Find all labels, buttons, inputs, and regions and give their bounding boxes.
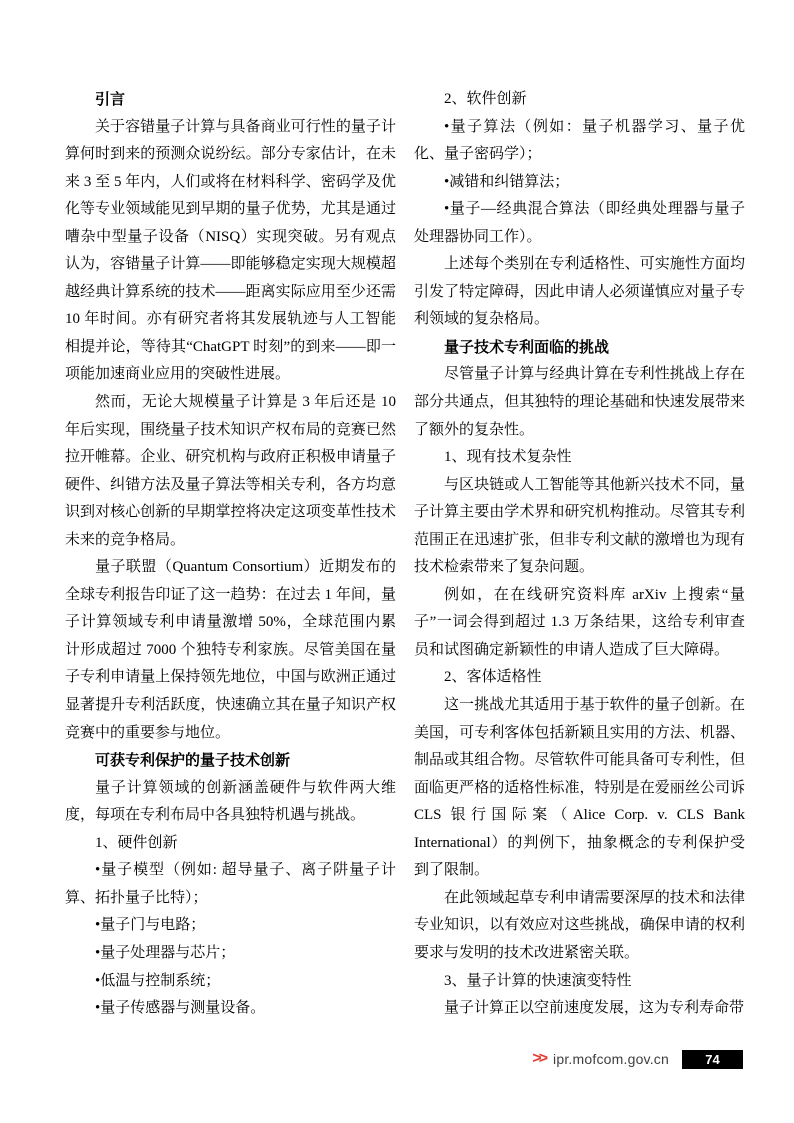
paragraph: 然而，无论大规模量子计算是 3 年后还是 10 年后实现，围绕量子技术知识产权布局的竞赛已然拉开帷幕。企业、研究机构与政府正积极申请量子硬件、纠错方法及量子算法等相关专利，各方均意识到对核心创新的早期掌控将决定这项变革性技术未来的竞争格局。	[65, 394, 396, 548]
text-column-left	[65, 86, 396, 1023]
paragraph: 与区块链或人工智能等其他新兴技术不同，量子计算主要由学术界和研究机构推动。尽管其专利范围正在迅速扩张，但非专利文献的激增也为现有技术检索带来了复杂问题。	[414, 476, 745, 576]
double-chevron-icon: >>	[532, 1050, 546, 1067]
paragraph: 量子计算正以空前速度发展，这为专利寿命带	[444, 1000, 745, 1017]
paragraph: 1、现有技术复杂性	[444, 449, 572, 466]
text-column-right	[414, 86, 745, 1023]
paragraph: 量子联盟（Quantum Consortium）近期发布的全球专利报告印证了这一趋势：在过去 1 年间，量子计算领域专利申请量激增 50%，全球范围内累计形成超过 7000 个独特专利家族。尽管美国在量子专利申请量上保持领先地位，中国与欧洲正通过显著提升专利活跃度，快速确立其在量子知识产权竞赛中的重要参与地位。	[65, 559, 396, 741]
section-heading: 可获专利保护的量子技术创新	[95, 752, 291, 770]
paragraph: 例如，在在线研究资料库 arXiv 上搜索“量子”一词会得到超过 1.3 万条结果，这给专利审查员和试图确定新颖性的申请人造成了巨大障碍。	[414, 586, 745, 658]
paragraph: 2、客体适格性	[444, 669, 542, 686]
section-heading: 量子技术专利面临的挑战	[444, 338, 610, 356]
bullet-item: •低温与控制系统；	[95, 972, 221, 989]
paragraph: 上述每个类别在专利适格性、可实施性方面均引发了特定障碍，因此申请人必须谨慎应对量子专利领域的复杂格局。	[414, 256, 745, 328]
paragraph: 量子计算领域的创新涵盖硬件与软件两大维度，每项在专利布局中各具独特机遇与挑战。	[65, 779, 396, 824]
paragraph: 2、软件创新	[444, 91, 527, 107]
bullet-item: •量子门与电路；	[95, 917, 206, 934]
bullet-item: •量子模型（例如: 超导量子、离子阱量子计算、拓扑量子比特）；	[65, 862, 396, 906]
footer-site-url: ipr.mofcom.gov.cn	[553, 1051, 669, 1067]
paragraph: 这一挑战尤其适用于基于软件的量子创新。在美国，可专利客体包括新颖且实用的方法、机器、制品或其组合物。尽管软件可能具备可专利性，但面临更严格的适格性标准，特别是在爱丽丝公司诉 CLS 银行国际案（Alice Corp. v. CLS Bank International）的判例下，抽象概念的专利保护受到了限制。	[414, 697, 745, 879]
page-number-badge	[682, 1050, 743, 1069]
paragraph: 尽管量子计算与经典计算在专利性挑战上存在部分共通点，但其独特的理论基础和快速发展带来了额外的复杂性。	[414, 366, 745, 438]
paragraph: 在此领域起草专利申请需要深厚的技术和法律专业知识，以有效应对这些挑战，确保申请的权利要求与发明的技术改进紧密关联。	[414, 889, 745, 961]
bullet-item: •量子—经典混合算法（即经典处理器与量子处理器协同工作）。	[414, 201, 745, 245]
bullet-item: •减错和纠错算法；	[444, 173, 570, 190]
paragraph: 关于容错量子计算与具备商业可行性的量子计算何时到来的预测众说纷纭。部分专家估计，在未来 3 至 5 年内，人们或将在材料科学、密码学及优化等专业领域能见到早期的量子优势，尤其是通过嘈杂中型量子设备（NISQ）实现突破。另有观点认为，容错量子计算——即能够稳定实现大规模超越经典计算系统的技术——距离实际应用至少还需 10 年时间。亦有研究者将其发展轨迹与人工智能相提并论，等待其“ChatGPT 时刻”的到来——即一项能加速商业应用的突破性进展。	[65, 118, 396, 383]
paragraph: 1、硬件创新	[95, 834, 178, 851]
bullet-item: •量子算法（例如：量子机器学习、量子优化、量子密码学）；	[414, 118, 745, 163]
bullet-item: •量子处理器与芯片；	[95, 944, 236, 961]
page-number: 74	[705, 1051, 720, 1067]
bullet-item: •量子传感器与测量设备。	[95, 1000, 266, 1017]
section-heading: 引言	[95, 91, 126, 108]
paragraph: 3、量子计算的快速演变特性	[444, 972, 632, 989]
page-footer	[532, 1048, 743, 1070]
